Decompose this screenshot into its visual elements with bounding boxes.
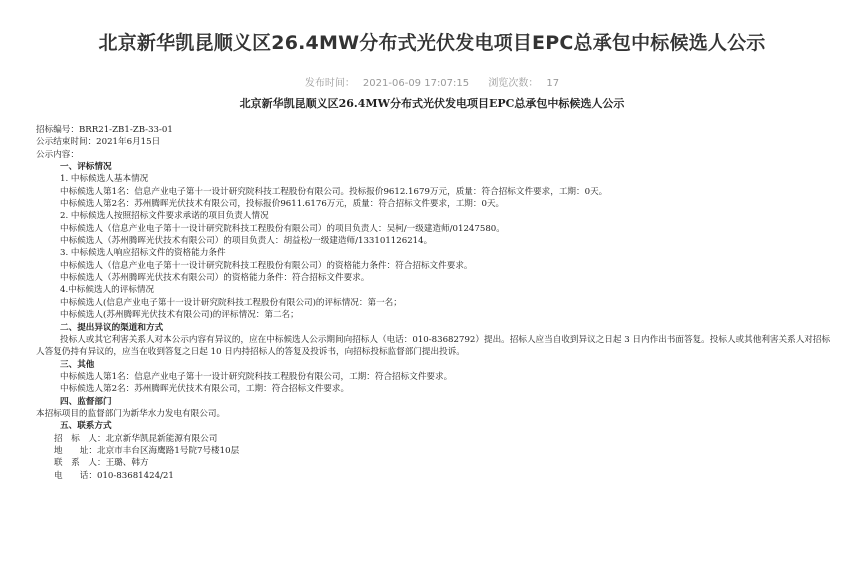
paragraph: 本招标项目的监督部门为新华水力发电有限公司。 — [36, 408, 226, 419]
announcement-body — [36, 124, 836, 482]
contact-phone: 电 话：010-83681424/21 — [54, 470, 174, 481]
paragraph: 中标候选人第1名：信息产业电子第十一设计研究院科技工程股份有限公司。投标报价9612.1679万元，质量：符合招标文件要求，工期：0天。 — [60, 186, 608, 197]
paragraph: 投标人或其它利害关系人对本公示内容有异议的，应在中标候选人公示期间向招标人（电话：010-83682792）提出。招标人应当自收到异议之日起 3 日内作出书面答复。投标人或其他利害关系人对招标人答复仍持有异议的，应当在收到答复之日起 10 日内持招标人的答复及投诉书，向招标投标监督部门提出投诉。 — [36, 334, 831, 358]
section-heading: 一、评标情况 — [60, 162, 112, 173]
subsection-heading: 4.中标候选人的评标情况 — [60, 285, 155, 296]
section-heading: 三、其他 — [60, 359, 95, 370]
view-count: 浏览次数： 17 — [488, 78, 560, 89]
paragraph: 中标候选人第2名：苏州腾晖光伏技术有限公司，工期：符合招标文件要求。 — [60, 384, 350, 395]
contact-address: 地 址：北京市丰台区海鹰路1号院7号楼10层 — [54, 445, 240, 456]
paragraph: 中标候选人(苏州腾晖光伏技术有限公司)的评标情况：第二名； — [60, 310, 299, 321]
paragraph: 中标候选人（苏州腾晖光伏技术有限公司）的资格能力条件：符合招标文件要求。 — [60, 273, 370, 284]
section-heading: 五、联系方式 — [60, 421, 112, 432]
publish-meta — [0, 74, 864, 89]
content-label: 公示内容： — [36, 149, 79, 160]
contact-person: 联 系 人：王璐、韩方 — [54, 458, 149, 469]
section-heading: 二、提出异议的渠道和方式 — [60, 322, 164, 333]
announcement-subtitle: 北京新华凯昆顺义区26.4MW分布式光伏发电项目EPC总承包中标候选人公示 — [239, 97, 625, 110]
contact-tenderer: 招 标 人：北京新华凯昆新能源有限公司 — [54, 433, 218, 444]
paragraph: 中标候选人（信息产业电子第十一设计研究院科技工程股份有限公司）的项目负责人：吴柯/一级建造师/01247580。 — [60, 223, 505, 234]
subsection-heading: 1. 中标候选人基本情况 — [60, 174, 149, 185]
subsection-heading: 3. 中标候选人响应招标文件的资格能力条件 — [60, 248, 226, 259]
paragraph: 中标候选人(信息产业电子第十一设计研究院科技工程股份有限公司)的评标情况：第一名； — [60, 297, 402, 308]
subsection-heading: 2. 中标候选人按照招标文件要求承诺的项目负责人情况 — [60, 211, 269, 222]
publish-time: 发布时间： 2021-06-09 17:07:15 — [304, 78, 470, 89]
paragraph: 中标候选人（苏州腾晖光伏技术有限公司）的项目负责人：胡益松/一级建造师/133101126214。 — [60, 236, 433, 247]
tender-number: 招标编号：BRR21-ZB1-ZB-33-01 — [36, 125, 173, 135]
page-title: 北京新华凯昆顺义区26.4MW分布式光伏发电项目EPC总承包中标候选人公示 — [98, 32, 766, 54]
announcement-end-time: 公示结束时间：2021年6月15日 — [36, 137, 161, 148]
paragraph: 中标候选人（信息产业电子第十一设计研究院科技工程股份有限公司）的资格能力条件：符合招标文件要求。 — [60, 260, 473, 271]
section-heading: 四、监督部门 — [60, 396, 112, 407]
paragraph: 中标候选人第1名：信息产业电子第十一设计研究院科技工程股份有限公司，工期：符合招标文件要求。 — [60, 371, 453, 382]
paragraph: 中标候选人第2名：苏州腾晖光伏技术有限公司，投标报价9611.6176万元，质量：符合招标文件要求，工期：0天。 — [60, 199, 505, 210]
